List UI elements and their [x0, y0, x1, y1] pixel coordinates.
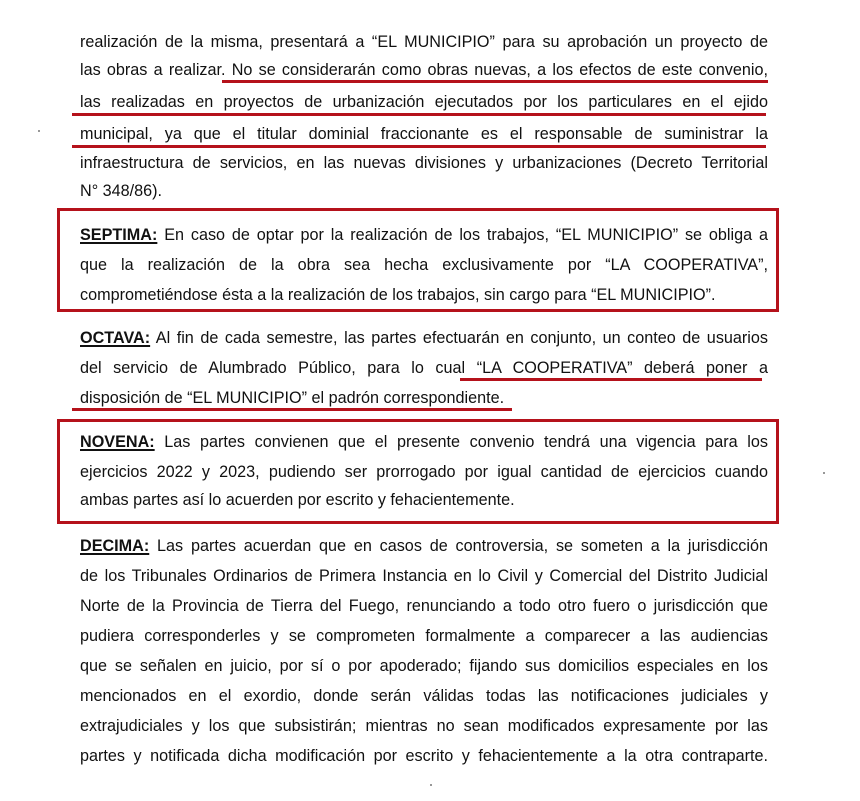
- decima-line: partes y notificada dicha modificación por escrito y fehacientemente a la otra contraparte.: [80, 747, 768, 765]
- decima-first-line: [80, 536, 768, 556]
- decima-line: Las partes acuerdan que en casos de controversia, se someten a la jurisdicción: [157, 537, 768, 555]
- clause-intro-line: infraestructura de servicios, en las nuevas divisiones y urbanizaciones (Decreto Territorial: [80, 154, 768, 172]
- octava-line: Al fin de cada semestre, las partes efectuarán en conjunto, un conteo de usuarios: [155, 329, 768, 347]
- septima-line: comprometiéndose ésta a la realización de los trabajos, sin cargo para “EL MUNICIPIO”.: [80, 286, 716, 304]
- octava-heading: OCTAVA:: [80, 329, 151, 347]
- octava-line: del servicio de Alumbrado Público, para lo cual “LA COOPERATIVA” deberá poner a: [80, 359, 768, 377]
- scan-speck: [430, 784, 432, 786]
- decima-line: pudiera corresponderles y se comprometen formalmente a comparecer a las audiencias: [80, 627, 768, 645]
- annotation-underline: [72, 113, 766, 116]
- annotation-underline: [72, 145, 766, 148]
- novena-heading: NOVENA:: [80, 433, 155, 451]
- novena-line: ambas partes así lo acuerden por escrito y fehacientemente.: [80, 491, 515, 509]
- annotation-underline: [72, 408, 512, 411]
- decima-line: mencionados en el exordio, donde serán válidas todas las notificaciones judiciales y: [80, 687, 768, 705]
- clause-intro-line: las realizadas en proyectos de urbanización ejecutados por los particulares en el ejido: [80, 93, 768, 111]
- decima-line: de los Tribunales Ordinarios de Primera Instancia en lo Civil y Comercial del Distrito Judicial: [80, 567, 768, 585]
- novena-first-line: [80, 432, 768, 452]
- scan-speck: [823, 472, 825, 474]
- annotation-underline: [222, 80, 768, 83]
- scan-speck: [38, 130, 40, 132]
- decima-line: extrajudiciales y los que subsistirán; mientras no sean modificados expresamente por las: [80, 717, 768, 735]
- decima-line: que se señalen en juicio, por sí o por apoderado; fijando sus domicilios especiales en los: [80, 657, 768, 675]
- septima-heading: SEPTIMA:: [80, 226, 158, 244]
- decima-line: Norte de la Provincia de Tierra del Fuego, renunciando a todo otro fuero o jurisdicción que: [80, 597, 768, 615]
- novena-line: ejercicios 2022 y 2023, pudiendo ser prorrogado por igual cantidad de ejercicios cuando: [80, 463, 768, 481]
- octava-first-line: [80, 328, 768, 348]
- annotation-underline: [460, 378, 762, 381]
- clause-intro-line: N° 348/86).: [80, 182, 163, 200]
- septima-line: En caso de optar por la realización de los trabajos, “EL MUNICIPIO” se obliga a: [164, 226, 768, 244]
- septima-first-line: [80, 225, 768, 245]
- septima-line: que la realización de la obra sea hecha exclusivamente por “LA COOPERATIVA”,: [80, 256, 768, 274]
- decima-heading: DECIMA:: [80, 537, 150, 555]
- clause-intro-line: realización de la misma, presentará a “EL MUNICIPIO” para su aprobación un proyecto de: [80, 33, 768, 51]
- clause-intro-line: las obras a realizar. No se considerarán como obras nuevas, a los efectos de este convenio,: [80, 61, 768, 79]
- octava-line: disposición de “EL MUNICIPIO” el padrón correspondiente.: [80, 389, 505, 407]
- novena-line: Las partes convienen que el presente convenio tendrá una vigencia para los: [164, 433, 768, 451]
- clause-intro-line: municipal, ya que el titular dominial fraccionante es el responsable de suministrar la: [80, 125, 768, 143]
